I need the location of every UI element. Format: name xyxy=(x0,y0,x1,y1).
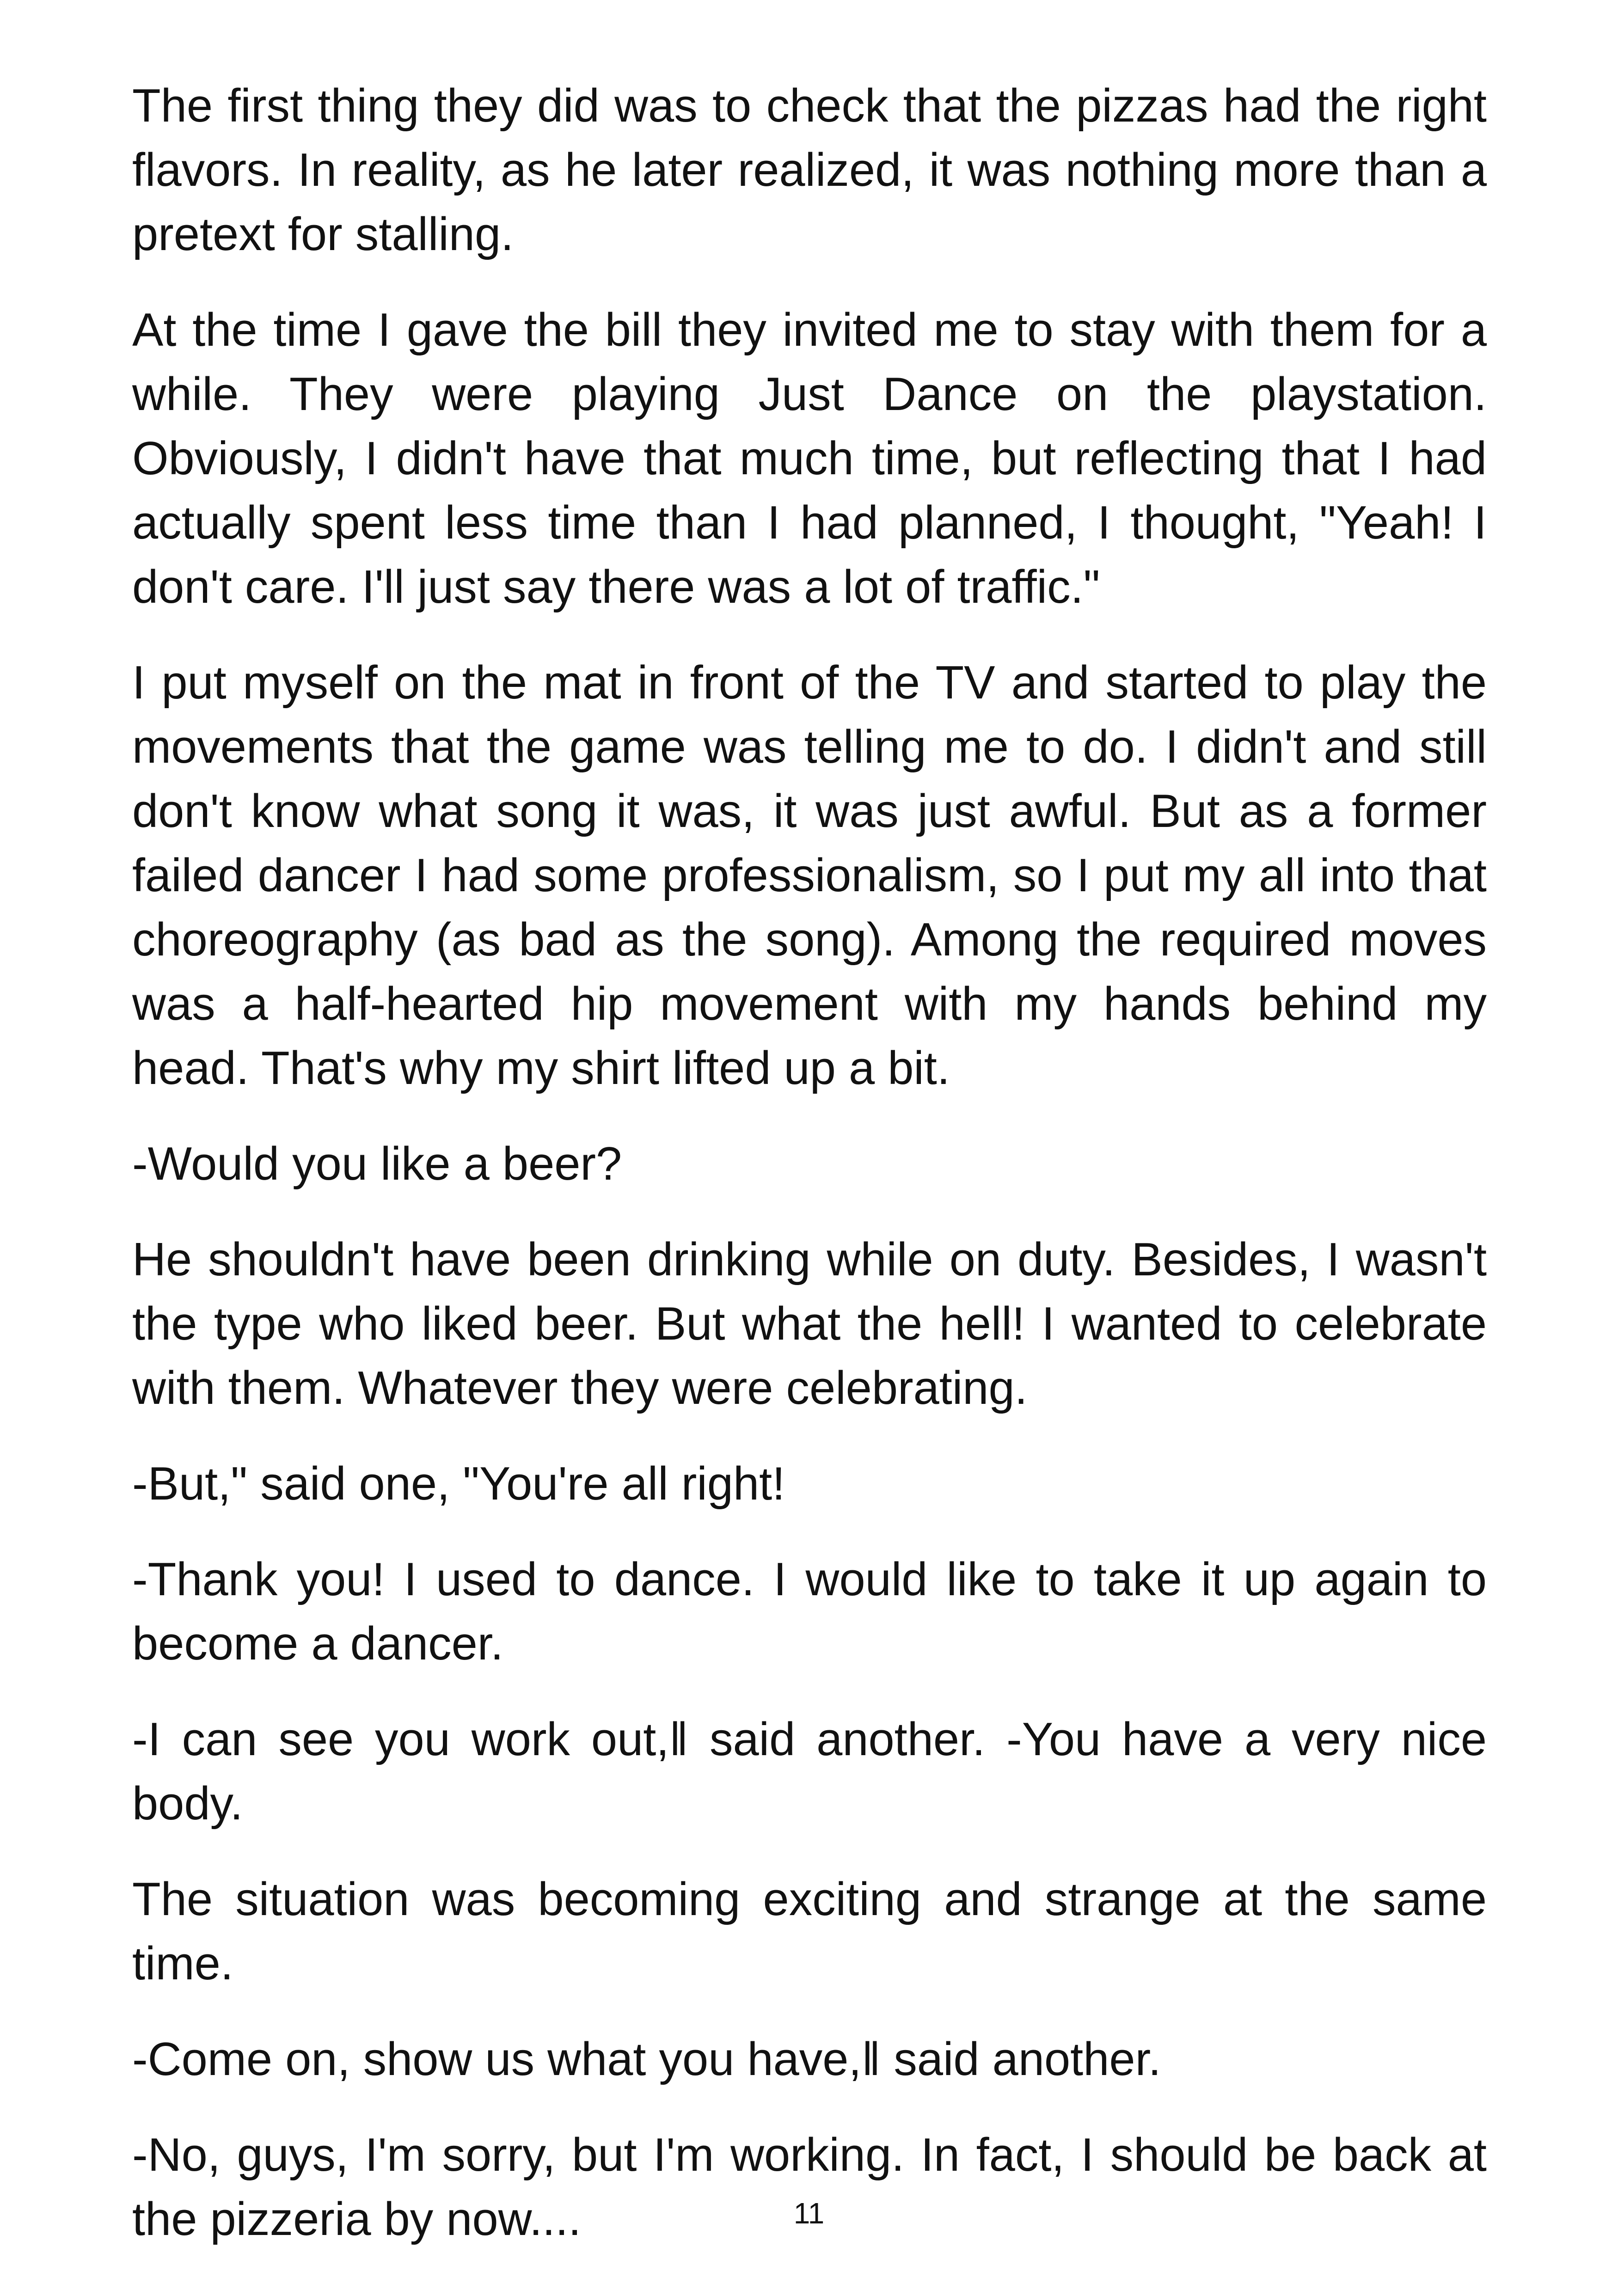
paragraph: -Thank you! I used to dance. I would like to take it up again to become a dancer. xyxy=(132,1554,1487,1670)
paragraph: -But," said one, "You're all right! xyxy=(132,1458,785,1510)
paragraph: He shouldn't have been drinking while on duty. Besides, I wasn't the type who liked beer. But what the hell! I wanted to celebrate with them. Whatever they were celebrating. xyxy=(132,1234,1487,1414)
paragraph: I put myself on the mat in front of the TV and started to play the movements that the game was telling me to do. I didn't and still don't know what song it was, it was just awful. But as a former failed dancer I had some professionalism, so I put my all into that choreography (as bad as the song). Among the required moves was a half-hearted hip movement with my hands behind my head. That's why my shirt lifted up a bit. xyxy=(132,657,1487,1094)
paragraph: -No, guys, I'm sorry, but I'm working. In fact, I should be back at the pizzeria by now.... xyxy=(132,2129,1487,2245)
paragraph: -Would you like a beer? xyxy=(132,1138,622,1190)
paragraph: -Come on, show us what you have,‖ said another. xyxy=(132,2033,1161,2085)
page-number: 11 xyxy=(793,2197,825,2230)
paragraph: At the time I gave the bill they invited me to stay with them for a while. They were playing Just Dance on the playstation. Obviously, I didn't have that much time, but reflecting that I had actually spent less time than I had planned, I thought, "Yeah! I don't care. I'll just say there was a lot of traffic." xyxy=(132,304,1487,613)
paragraph: The first thing they did was to check that the pizzas had the right flavors. In reality, as he later realized, it was nothing more than a pretext for stalling. xyxy=(132,80,1487,260)
body-text xyxy=(132,74,1487,2283)
paragraph: The situation was becoming exciting and strange at the same time. xyxy=(132,1874,1487,1990)
paragraph: -I can see you work out,‖ said another. -You have a very nice body. xyxy=(132,1714,1487,1830)
